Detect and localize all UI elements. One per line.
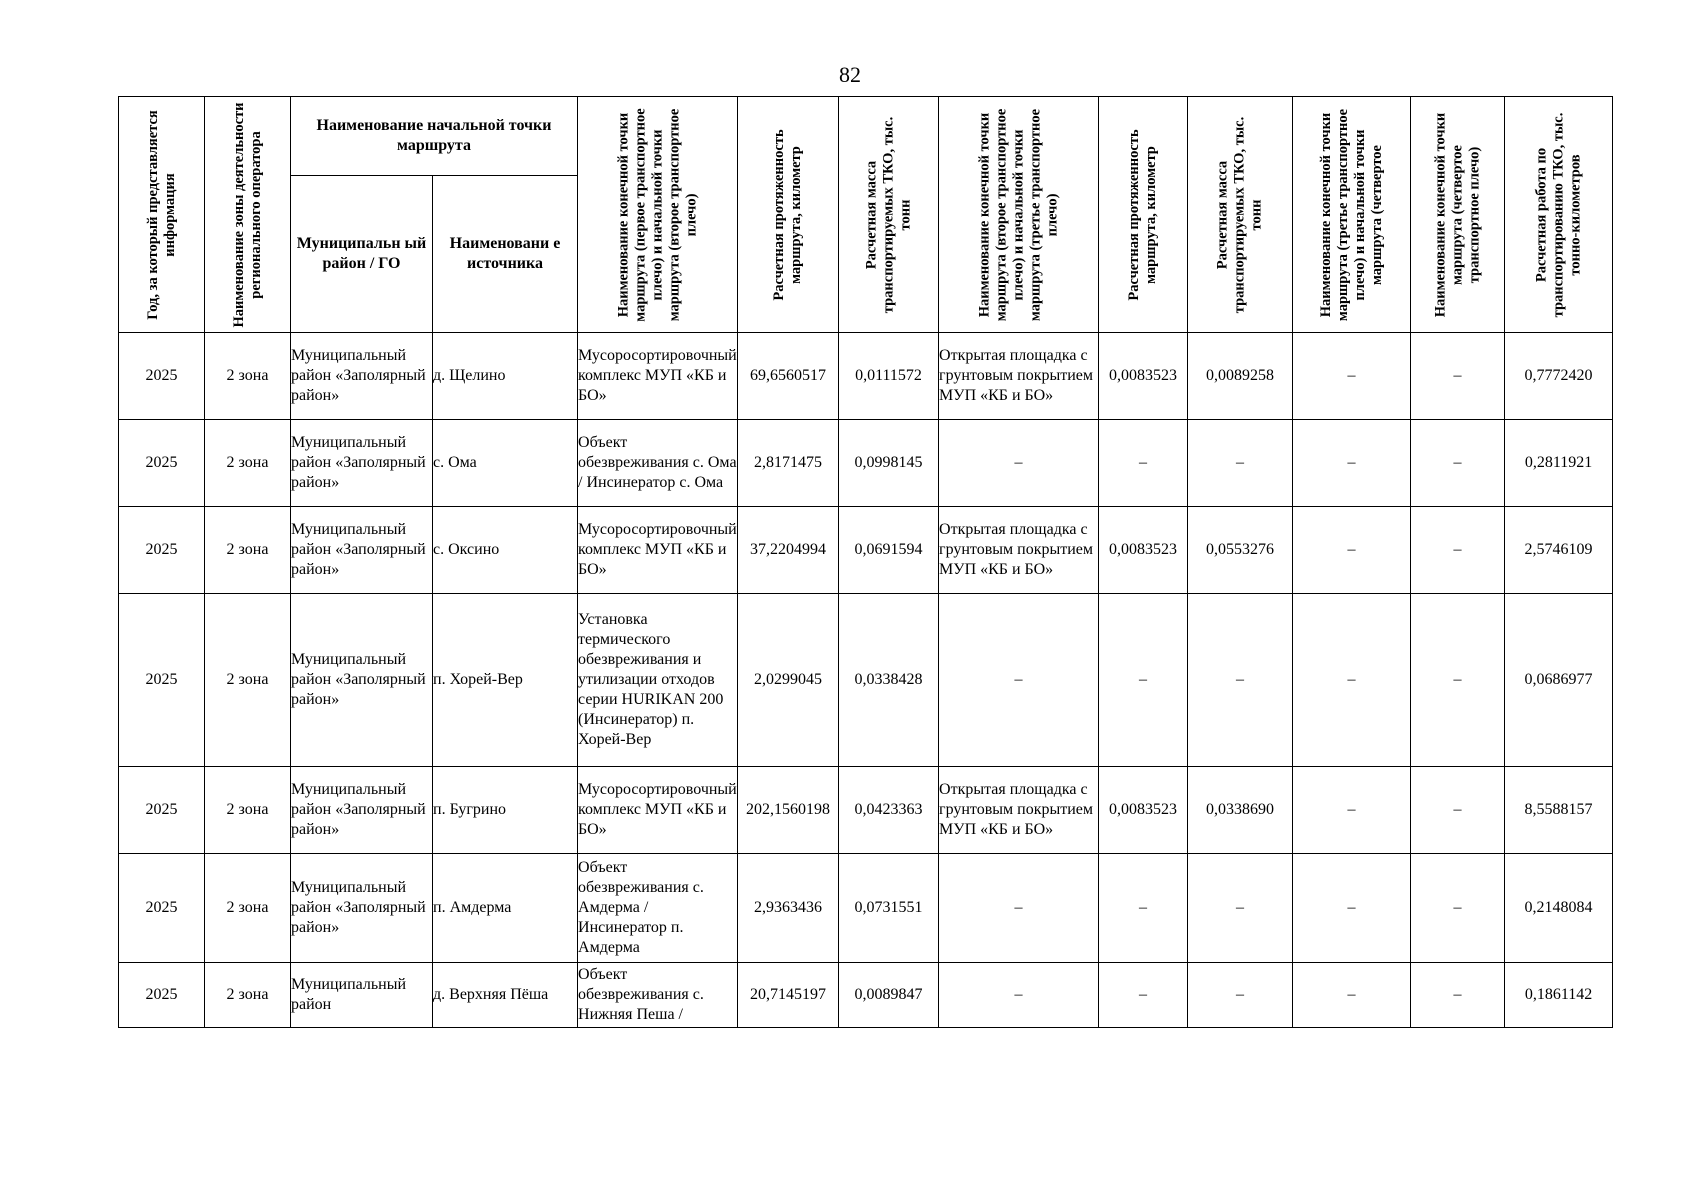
cell-end-point-2: Открытая площадка с грунтовым покрытием МУП «КБ и БО» — [939, 333, 1099, 420]
cell-year: 2025 — [119, 507, 205, 594]
cell-length-2: 0,0083523 — [1099, 767, 1188, 854]
cell-work: 0,1861142 — [1505, 963, 1613, 1028]
cell-end-point-3: – — [1293, 963, 1411, 1028]
cell-source: п. Бугрино — [433, 767, 578, 854]
cell-end-point-1: Мусоросортировочный комплекс МУП «КБ и БО» — [578, 507, 738, 594]
table-row — [119, 333, 1613, 420]
cell-work: 2,5746109 — [1505, 507, 1613, 594]
cell-municipal: Муниципальный район «Заполярный район» — [291, 767, 433, 854]
cell-year: 2025 — [119, 594, 205, 767]
cell-mass-2: 0,0089258 — [1188, 333, 1293, 420]
cell-municipal: Муниципальный район «Заполярный район» — [291, 594, 433, 767]
cell-year: 2025 — [119, 767, 205, 854]
cell-end-point-4: – — [1411, 333, 1505, 420]
cell-zone: 2 зона — [205, 854, 291, 963]
header-zone: Наименование зоны деятельности регионального оператора — [205, 97, 291, 333]
table-row — [119, 420, 1613, 507]
cell-end-point-1: Объект обезвреживания с. Амдерма / Инсинератор п. Амдерма — [578, 854, 738, 963]
table-row — [119, 507, 1613, 594]
cell-mass-1: 0,0423363 — [839, 767, 939, 854]
cell-source: д. Щелино — [433, 333, 578, 420]
cell-length-2: 0,0083523 — [1099, 507, 1188, 594]
cell-end-point-1: Объект обезвреживания с. Нижняя Пеша / — [578, 963, 738, 1028]
cell-mass-2: – — [1188, 963, 1293, 1028]
table-row — [119, 594, 1613, 767]
cell-length-2: – — [1099, 594, 1188, 767]
cell-end-point-2: Открытая площадка с грунтовым покрытием МУП «КБ и БО» — [939, 507, 1099, 594]
cell-year: 2025 — [119, 963, 205, 1028]
cell-zone: 2 зона — [205, 507, 291, 594]
cell-end-point-2: Открытая площадка с грунтовым покрытием МУП «КБ и БО» — [939, 767, 1099, 854]
cell-end-point-4: – — [1411, 854, 1505, 963]
table-row — [119, 963, 1613, 1028]
cell-end-point-4: – — [1411, 767, 1505, 854]
cell-mass-2: – — [1188, 420, 1293, 507]
cell-mass-1: 0,0338428 — [839, 594, 939, 767]
cell-end-point-3: – — [1293, 333, 1411, 420]
cell-municipal: Муниципальный район «Заполярный район» — [291, 507, 433, 594]
cell-length-1: 2,0299045 — [738, 594, 839, 767]
cell-length-1: 20,7145197 — [738, 963, 839, 1028]
cell-year: 2025 — [119, 854, 205, 963]
cell-work: 0,2148084 — [1505, 854, 1613, 963]
cell-length-1: 69,6560517 — [738, 333, 839, 420]
cell-end-point-4: – — [1411, 420, 1505, 507]
cell-end-point-4: – — [1411, 963, 1505, 1028]
cell-end-point-4: – — [1411, 507, 1505, 594]
cell-mass-1: 0,0731551 — [839, 854, 939, 963]
cell-length-2: – — [1099, 963, 1188, 1028]
cell-end-point-3: – — [1293, 420, 1411, 507]
cell-length-1: 202,1560198 — [738, 767, 839, 854]
cell-mass-2: – — [1188, 594, 1293, 767]
header-end-point-3: Наименование конечной точки маршрута (третье транспортное плечо) и начальной точки маршрута (четвертое — [1293, 97, 1411, 333]
cell-zone: 2 зона — [205, 767, 291, 854]
cell-end-point-2: – — [939, 963, 1099, 1028]
cell-mass-2: 0,0338690 — [1188, 767, 1293, 854]
cell-length-1: 2,8171475 — [738, 420, 839, 507]
cell-source: п. Амдерма — [433, 854, 578, 963]
cell-length-2: – — [1099, 854, 1188, 963]
cell-mass-1: 0,0998145 — [839, 420, 939, 507]
cell-municipal: Муниципальный район «Заполярный район» — [291, 854, 433, 963]
cell-source: п. Хорей-Вер — [433, 594, 578, 767]
cell-end-point-4: – — [1411, 594, 1505, 767]
cell-municipal: Муниципальный район «Заполярный район» — [291, 333, 433, 420]
cell-mass-1: 0,0111572 — [839, 333, 939, 420]
page-number: 82 — [839, 62, 861, 87]
cell-mass-2: – — [1188, 854, 1293, 963]
cell-mass-1: 0,0089847 — [839, 963, 939, 1028]
table-row — [119, 767, 1613, 854]
header-mass-1: Расчетная масса транспортируемых ТКО, тыс. тонн — [839, 97, 939, 333]
cell-end-point-1: Объект обезвреживания с. Ома / Инсинератор с. Ома — [578, 420, 738, 507]
cell-end-point-1: Установка термического обезвреживания и утилизации отходов серии HURIKAN 200 (Инсинератор) п. Хорей-Вер — [578, 594, 738, 767]
header-municipal: Муниципальн ый район / ГО — [291, 176, 433, 333]
cell-work: 0,2811921 — [1505, 420, 1613, 507]
header-end-point-1: Наименование конечной точки маршрута (первое транспортное плечо) и начальной точки маршрута (второе транспортное плечо) — [578, 97, 738, 333]
cell-zone: 2 зона — [205, 420, 291, 507]
header-work: Расчетная работа по транспортированию ТКО, тыс. тонно-километров — [1505, 97, 1613, 333]
cell-length-1: 37,2204994 — [738, 507, 839, 594]
cell-work: 0,0686977 — [1505, 594, 1613, 767]
cell-source: с. Оксино — [433, 507, 578, 594]
cell-end-point-3: – — [1293, 594, 1411, 767]
routes-table — [118, 96, 1613, 1028]
header-year: Год, за который представляется информация — [119, 97, 205, 333]
cell-source: с. Ома — [433, 420, 578, 507]
cell-year: 2025 — [119, 333, 205, 420]
cell-municipal: Муниципальный район — [291, 963, 433, 1028]
cell-zone: 2 зона — [205, 333, 291, 420]
header-end-point-2: Наименование конечной точки маршрута (второе транспортное плечо) и начальной точки маршрута (третье транспортное плечо) — [939, 97, 1099, 333]
cell-end-point-2: – — [939, 594, 1099, 767]
cell-year: 2025 — [119, 420, 205, 507]
cell-mass-2: 0,0553276 — [1188, 507, 1293, 594]
cell-end-point-3: – — [1293, 507, 1411, 594]
cell-end-point-3: – — [1293, 854, 1411, 963]
cell-source: д. Верхняя Пёша — [433, 963, 578, 1028]
cell-mass-1: 0,0691594 — [839, 507, 939, 594]
cell-end-point-2: – — [939, 420, 1099, 507]
cell-length-2: 0,0083523 — [1099, 333, 1188, 420]
header-end-point-4: Наименование конечной точки маршрута (четвертое транспортное плечо) — [1411, 97, 1505, 333]
cell-length-2: – — [1099, 420, 1188, 507]
header-length-1: Расчетная протяженность маршрута, километр — [738, 97, 839, 333]
cell-end-point-1: Мусоросортировочный комплекс МУП «КБ и БО» — [578, 767, 738, 854]
cell-zone: 2 зона — [205, 594, 291, 767]
table-row — [119, 854, 1613, 963]
header-mass-2: Расчетная масса транспортируемых ТКО, тыс. тонн — [1188, 97, 1293, 333]
header-source: Наименовани е источника — [433, 176, 578, 333]
cell-municipal: Муниципальный район «Заполярный район» — [291, 420, 433, 507]
cell-end-point-2: – — [939, 854, 1099, 963]
cell-end-point-3: – — [1293, 767, 1411, 854]
header-start-point-group: Наименование начальной точки маршрута — [291, 97, 578, 176]
cell-work: 8,5588157 — [1505, 767, 1613, 854]
cell-length-1: 2,9363436 — [738, 854, 839, 963]
cell-end-point-1: Мусоросортировочный комплекс МУП «КБ и БО» — [578, 333, 738, 420]
header-length-2: Расчетная протяженность маршрута, километр — [1099, 97, 1188, 333]
cell-work: 0,7772420 — [1505, 333, 1613, 420]
cell-zone: 2 зона — [205, 963, 291, 1028]
